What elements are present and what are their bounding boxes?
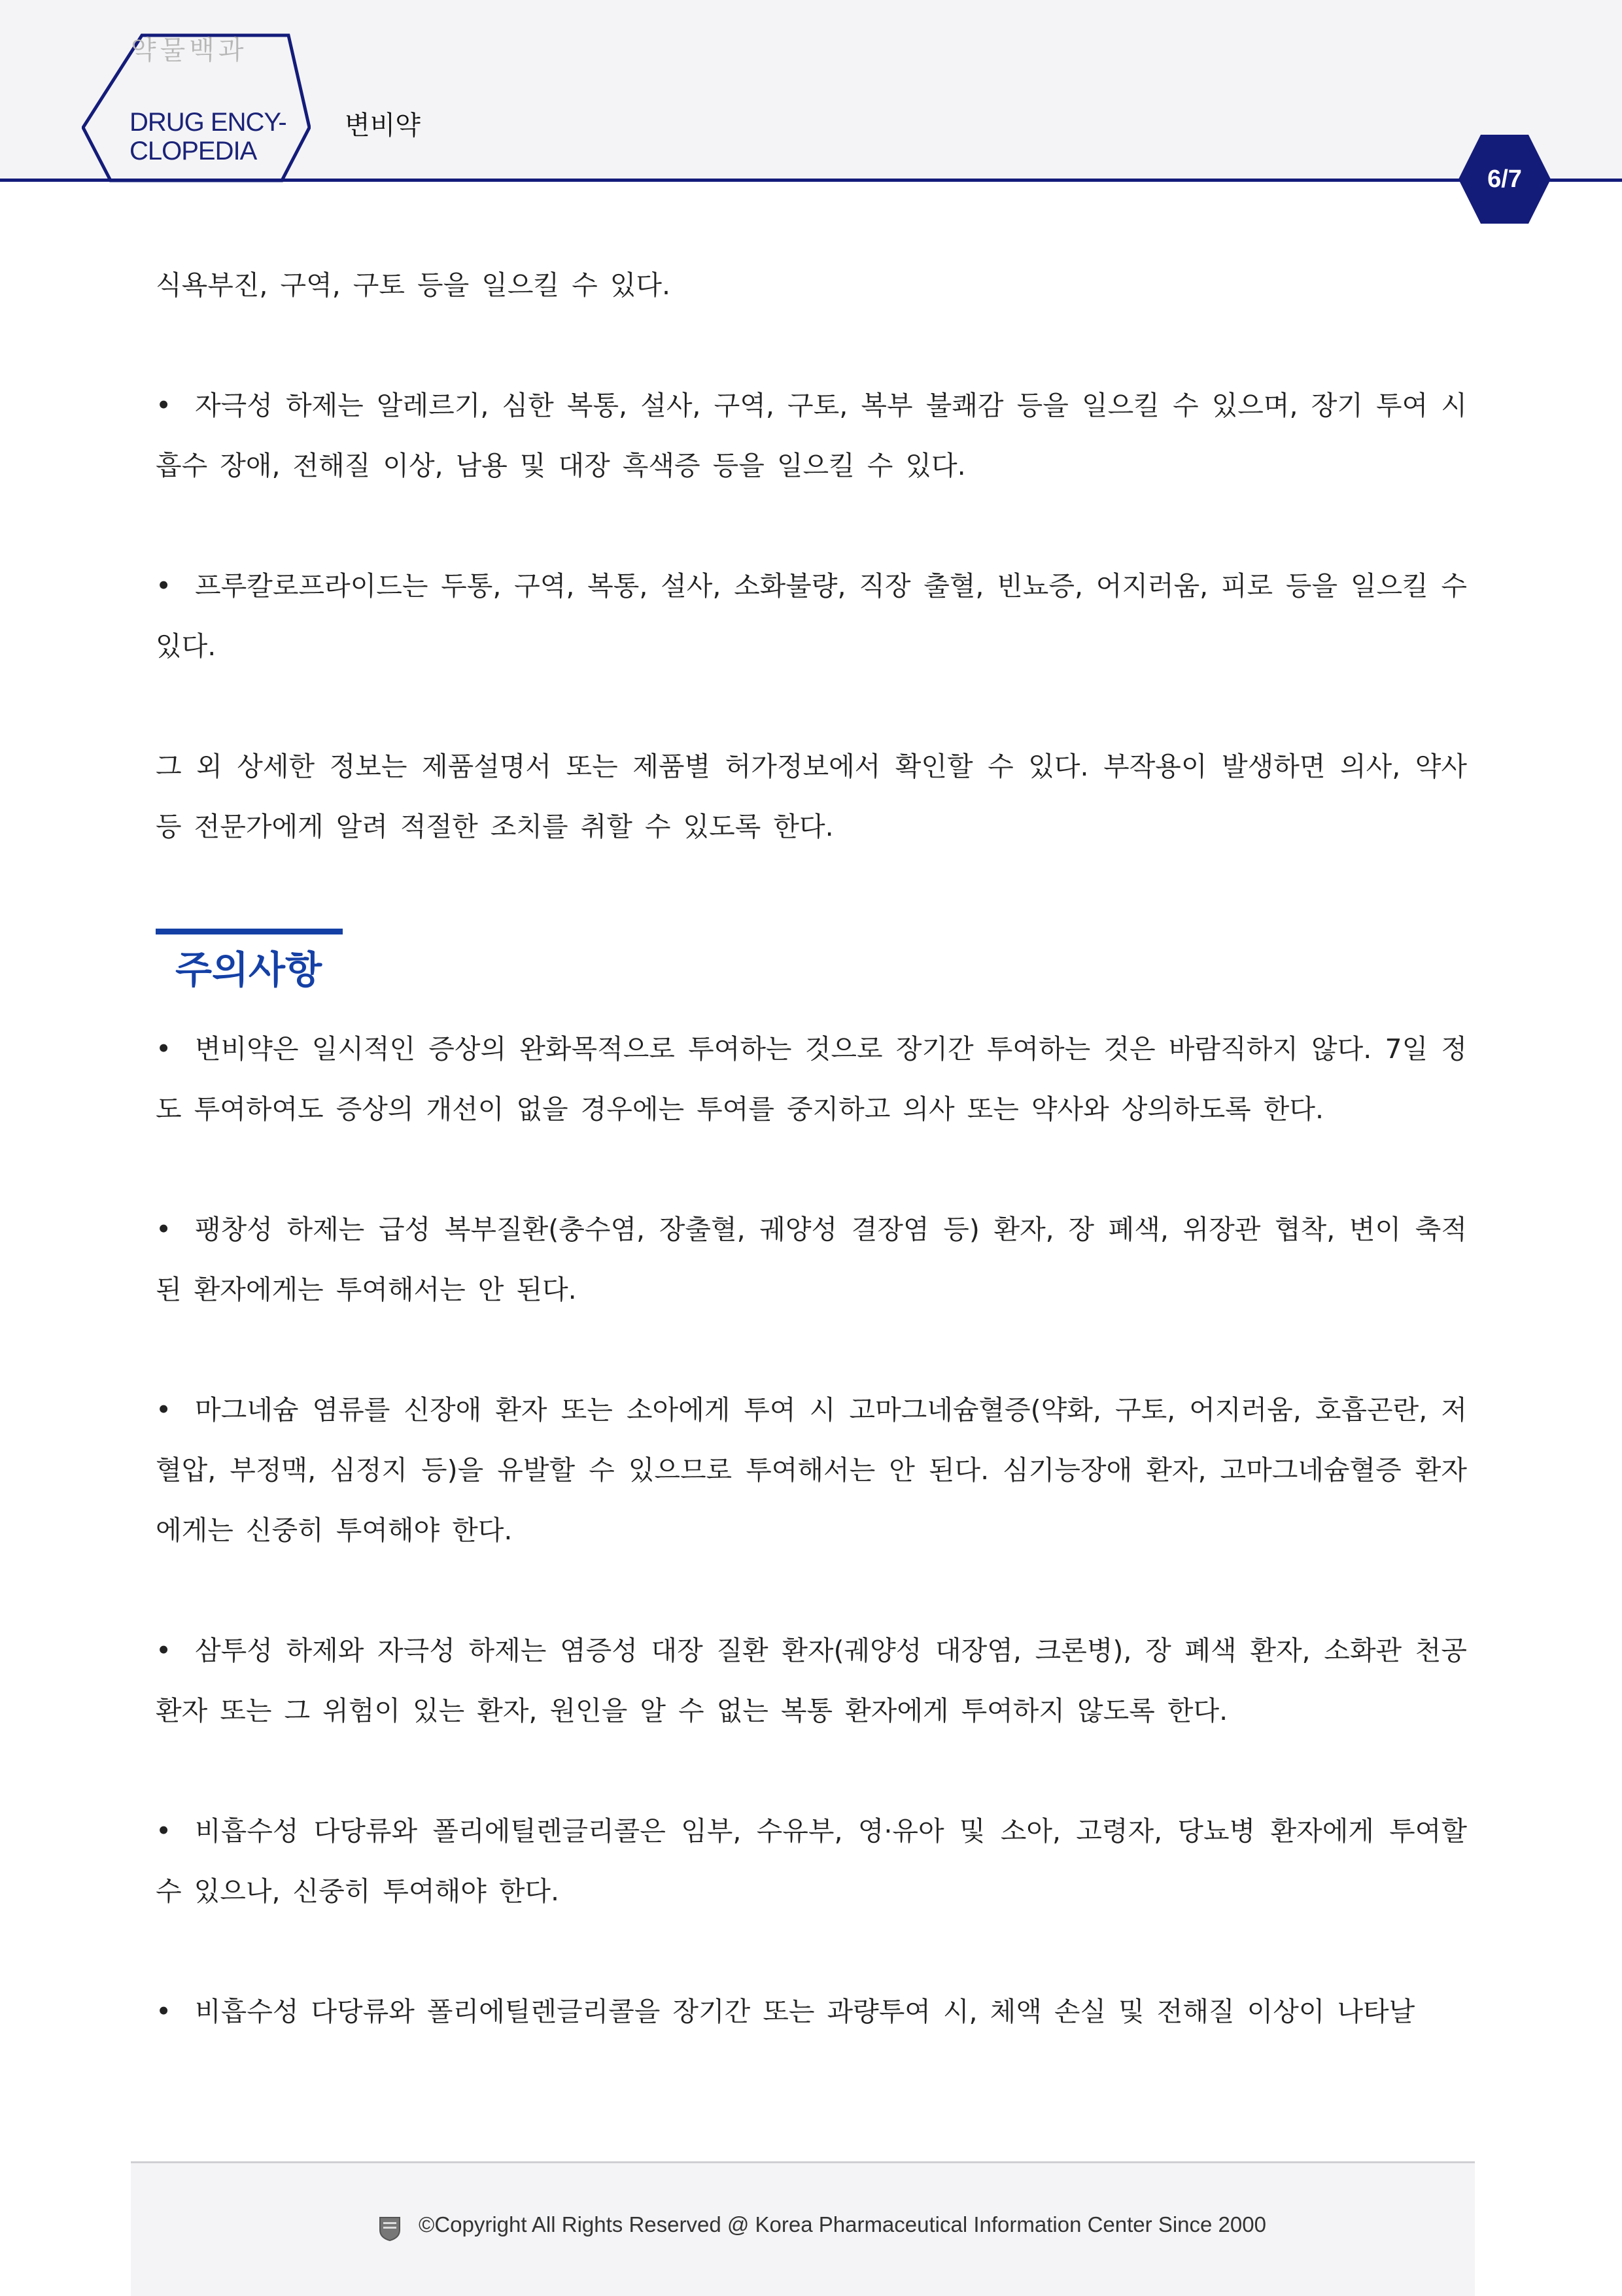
- bullet-icon: •: [156, 570, 172, 602]
- list-item: [156, 1380, 1467, 1560]
- list-item-text: 팽창성 하제는 급성 복부질환(충수염, 장출혈, 궤양성 결장염 등) 환자, 장 폐색, 위장관 협착, 변이 축적된 환자에게는 투여해서는 안 된다.: [156, 1214, 1467, 1305]
- list-item: [156, 1620, 1467, 1741]
- list-item-text: 마그네슘 염류를 신장애 환자 또는 소아에게 투여 시 고마그네슘혈증(약화, 구토, 어지러움, 호흡곤란, 저혈압, 부정맥, 심정지 등)을 유발할 수 있으므로 투여해서는 안 된다. 심기능장애 환자, 고마그네슘혈증 환자에게는 신중히 투여해야 한다.: [156, 1394, 1467, 1546]
- bullet-icon: •: [156, 1996, 172, 2027]
- document-title: 변비약: [345, 111, 421, 141]
- list-item-text: 프루칼로프라이드는 두통, 구역, 복통, 설사, 소화불량, 직장 출혈, 빈뇨증, 어지러움, 피로 등을 일으킬 수 있다.: [156, 570, 1467, 662]
- list-item-text: 삼투성 하제와 자극성 하제는 염증성 대장 질환 환자(궤양성 대장염, 크론병), 장 폐색 환자, 소화관 천공 환자 또는 그 위험이 있는 환자, 원인을 알 수 없는 복통 환자에게 투여하지 않도록 한다.: [156, 1635, 1467, 1726]
- list-item: [156, 1981, 1467, 2042]
- list-item: [156, 556, 1467, 676]
- section-accent-bar: [156, 929, 343, 934]
- list-item-text: 자극성 하제는 알레르기, 심한 복통, 설사, 구역, 구토, 복부 불쾌감 등을 일으킬 수 있으며, 장기 투여 시 흡수 장애, 전해질 이상, 남용 및 대장 흑색증 등을 일으킬 수 있다.: [156, 390, 1467, 481]
- main-content: [156, 255, 1467, 2042]
- intro-text: 식욕부진, 구역, 구토 등을 일으킬 수 있다.: [156, 269, 670, 301]
- logo-english-line1: DRUG ENCY-: [129, 108, 286, 137]
- list-item-text: 비흡수성 다당류와 폴리에틸렌글리콜을 장기간 또는 과량투여 시, 체액 손실 및 전해질 이상이 나타날: [195, 1996, 1415, 2027]
- bullet-icon: •: [156, 390, 172, 421]
- section-title: 주의사항: [175, 948, 322, 992]
- list-item-text: 변비약은 일시적인 증상의 완화목적으로 투여하는 것으로 장기간 투여하는 것은 바람직하지 않다. 7일 정도 투여하여도 증상의 개선이 없을 경우에는 투여를 중지하고 의사 또는 약사와 상의하도록 한다.: [156, 1033, 1467, 1125]
- bullet-icon: •: [156, 1635, 172, 1666]
- copyright-text: ©Copyright All Rights Reserved @ Korea Pharmaceutical Information Center Since 2000: [419, 2212, 1266, 2236]
- bullet-icon: •: [156, 1815, 172, 1847]
- bullet-icon: •: [156, 1394, 172, 1426]
- list-item: [156, 1199, 1467, 1320]
- logo-english-line2: CLOPEDIA: [129, 137, 257, 165]
- list-item: [156, 1019, 1467, 1139]
- bullet-icon: •: [156, 1033, 172, 1065]
- list-item: [156, 375, 1467, 496]
- logo-korean: 약물백과: [131, 35, 248, 65]
- closing-text: 그 외 상세한 정보는 제품설명서 또는 제품별 허가정보에서 확인할 수 있다. 부작용이 발생하면 의사, 약사 등 전문가에게 알려 적절한 조치를 취할 수 있도록 한다.: [156, 751, 1467, 842]
- page-indicator: 6/7: [1487, 165, 1522, 193]
- list-item-text: 비흡수성 다당류와 폴리에틸렌글리콜은 임부, 수유부, 영·유아 및 소아, 고령자, 당뇨병 환자에게 투여할 수 있으나, 신중히 투여해야 한다.: [156, 1815, 1467, 1907]
- bullet-icon: •: [156, 1214, 172, 1245]
- list-item: [156, 1801, 1467, 1921]
- logo-english: [129, 108, 286, 165]
- shield-icon: [378, 2216, 402, 2242]
